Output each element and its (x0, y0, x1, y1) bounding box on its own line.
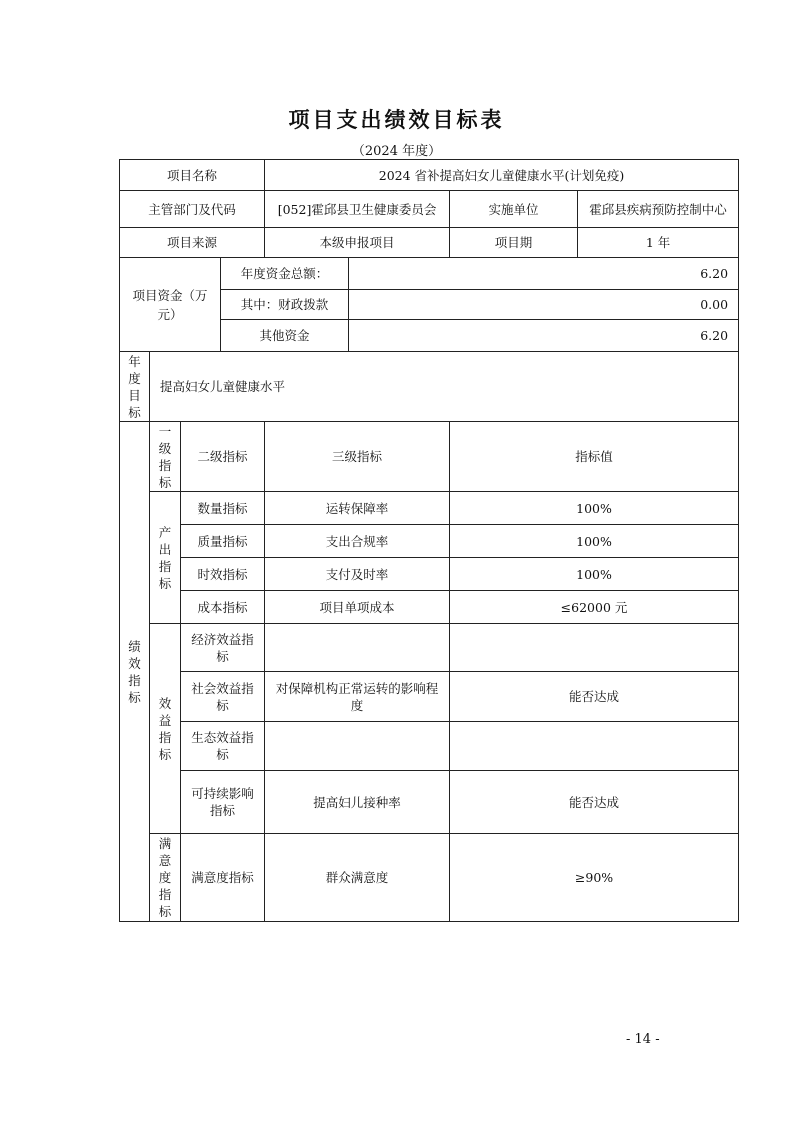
level2-cell: 时效指标 (181, 558, 265, 591)
fiscal-year: （2024 年度） (351, 144, 442, 159)
fund-fiscal-label: 其中：财政拨款 (221, 290, 349, 320)
period-label: 项目期 (450, 228, 578, 258)
level2-cell (181, 722, 265, 771)
level2-text: 社会效益指标 (191, 680, 254, 713)
indicator-header-row (120, 422, 739, 492)
table-row (120, 525, 739, 558)
value-cell: 能否达成 (450, 672, 739, 722)
level3-cell (265, 722, 450, 771)
project-name-label: 项目名称 (120, 160, 265, 191)
level2-cell: 成本指标 (181, 591, 265, 624)
value-header: 指标值 (450, 422, 739, 492)
value-cell: ≥90% (450, 834, 739, 922)
level2-cell (181, 624, 265, 672)
output-indicator-text: 产出指标 (158, 524, 172, 591)
page-title: 项目支出绩效目标表 (288, 108, 505, 132)
row-department (120, 191, 739, 228)
goal-label-text: 年度目标 (128, 353, 141, 420)
project-name-value: 2024 省补提高妇女儿童健康水平(计划免疫) (265, 160, 739, 191)
value-cell: 100% (450, 492, 739, 525)
satisfaction-indicator-text: 满意度指标 (158, 836, 172, 919)
level3-cell: 支付及时率 (265, 558, 450, 591)
table-row (120, 771, 739, 834)
fund-fiscal-value: 0.00 (349, 290, 739, 320)
benefit-indicator-label (150, 624, 181, 834)
benefit-indicator-text: 效益指标 (158, 695, 172, 762)
satisfaction-indicator-label (150, 834, 181, 922)
row-source (120, 228, 739, 258)
table-row (120, 722, 739, 771)
fund-total-label: 年度资金总额： (221, 258, 349, 290)
level3-cell: 项目单项成本 (265, 591, 450, 624)
dept-value: [052]霍邱县卫生健康委员会 (265, 191, 450, 228)
row-annual-goal (120, 352, 739, 422)
level2-cell: 数量指标 (181, 492, 265, 525)
unit-label: 实施单位 (450, 191, 578, 228)
level2-text: 经济效益指标 (191, 631, 254, 664)
performance-target-table (119, 159, 739, 922)
level2-header: 二级指标 (181, 422, 265, 492)
level3-cell: 运转保障率 (265, 492, 450, 525)
row-fund-total (120, 258, 739, 290)
period-value: 1 年 (578, 228, 739, 258)
level2-cell: 质量指标 (181, 525, 265, 558)
level3-header: 三级指标 (265, 422, 450, 492)
level2-cell (181, 834, 265, 922)
level3-cell: 提高妇儿接种率 (265, 771, 450, 834)
level2-cell (181, 672, 265, 722)
value-cell: 100% (450, 558, 739, 591)
value-cell: 能否达成 (450, 771, 739, 834)
level2-text: 满意度指标 (191, 870, 254, 885)
level3-cell: 支出合规率 (265, 525, 450, 558)
level3-text: 对保障机构正常运转的影响程度 (275, 680, 439, 713)
level3-cell (265, 624, 450, 672)
performance-indicator-label (120, 422, 150, 922)
table-row (120, 624, 739, 672)
source-label: 项目来源 (120, 228, 265, 258)
level2-cell (181, 771, 265, 834)
value-cell: 100% (450, 525, 739, 558)
page-number: - 14 - (626, 1032, 660, 1047)
level2-text: 生态效益指标 (191, 730, 254, 762)
goal-label (120, 352, 150, 422)
value-cell (450, 722, 739, 771)
funds-label-text: 项目资金（万元） (132, 287, 208, 322)
level3-cell (265, 672, 450, 722)
dept-label: 主管部门及代码 (120, 191, 265, 228)
goal-text: 提高妇女儿童健康水平 (150, 352, 739, 422)
level2-text: 可持续影响指标 (191, 786, 254, 818)
source-value: 本级申报项目 (265, 228, 450, 258)
funds-label (120, 258, 221, 352)
fund-other-label: 其他资金 (221, 320, 349, 352)
fund-total-value: 6.20 (349, 258, 739, 290)
unit-value: 霍邱县疾病预防控制中心 (578, 191, 739, 228)
level1-header (150, 422, 181, 492)
value-cell (450, 624, 739, 672)
output-indicator-label (150, 492, 181, 624)
table-row (120, 492, 739, 525)
table-row (120, 672, 739, 722)
row-project-name (120, 160, 739, 191)
value-cell: ≤62000 元 (450, 591, 739, 624)
table-row (120, 558, 739, 591)
performance-indicator-text: 绩效指标 (128, 638, 141, 705)
fund-other-value: 6.20 (349, 320, 739, 352)
level3-cell: 群众满意度 (265, 834, 450, 922)
table-row (120, 834, 739, 922)
table-row (120, 591, 739, 624)
level1-header-text: 一级指标 (158, 423, 172, 490)
